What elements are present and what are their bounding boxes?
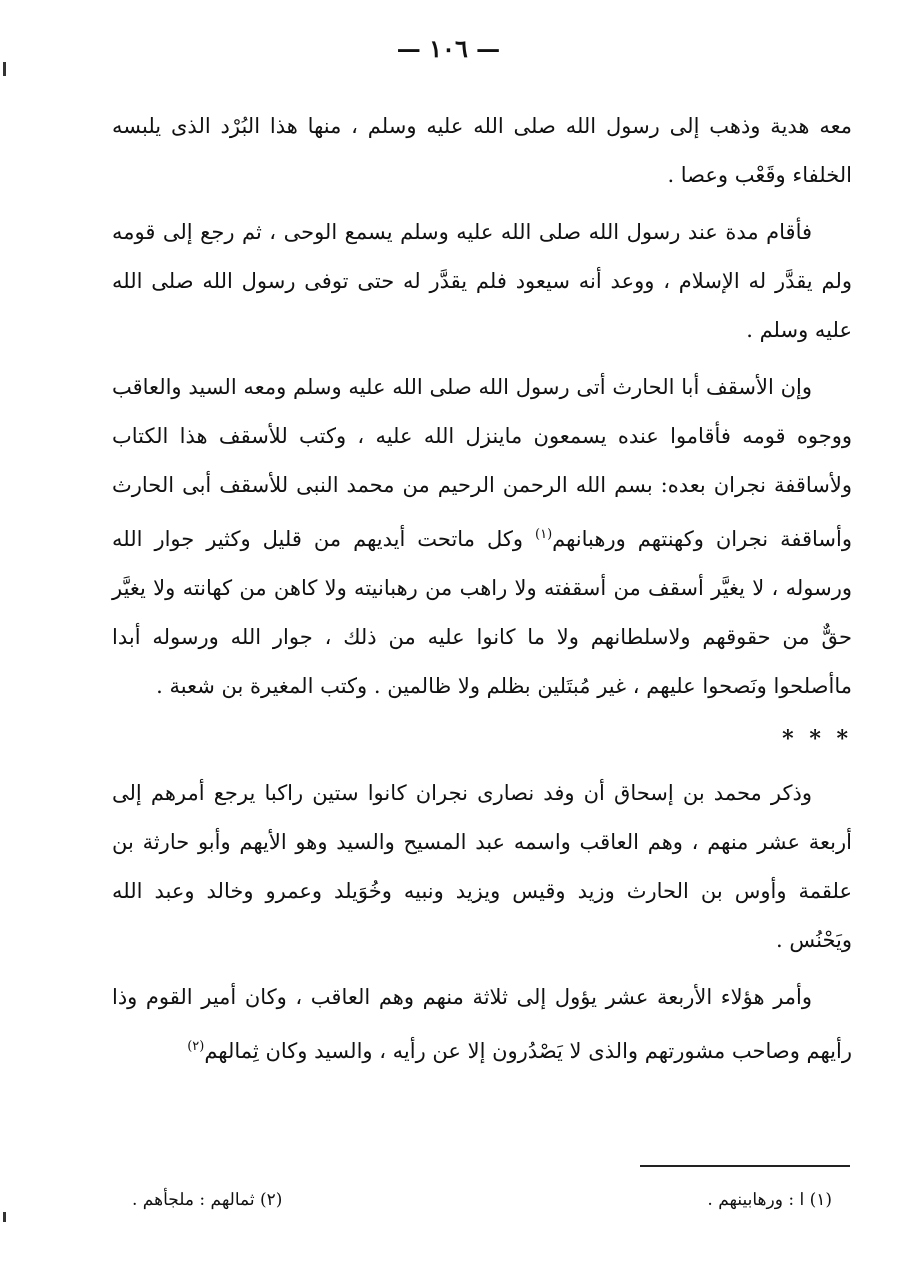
footnotes [112,1190,852,1210]
scan-edge-mark [3,1212,6,1222]
footnote-ref-1: (١) [535,527,553,542]
footnote-ref-2: (٢) [187,1039,205,1054]
paragraph-2: فأقام مدة عند رسول الله صلى الله عليه وسلم يسمع الوحى ، ثم رجع إلى قومه ولم يقدَّر له الإسلام ، ووعد أنه سيعود فلم يقدَّر له حتى توفى رسول الله صلى الله عليه وسلم . [112,220,852,342]
scan-edge-mark [3,62,6,76]
page-number: — ١٠٦ — [396,34,501,63]
paragraph-4: وذكر محمد بن إسحاق أن وفد نصارى نجران كانوا ستين راكبا يرجع أمرهم إلى أربعة عشر منهم ، وهم العاقب واسمه عبد المسيح والسيد وهو الأيهم وأبو حارثة بن علقمة وأوس بن الحارث وزيد وقيس ويزيد ونبيه وخُوَيلد وعمرو وخالد وعبد الله ويَحْنُس . [112,781,852,952]
body-text [112,102,852,1084]
footnote-1: (١) ا : ورهابينهم . [707,1190,832,1210]
paragraph-5: وأمر هؤلاء الأربعة عشر يؤول إلى ثلاثة منهم وهم العاقب ، وكان أمير القوم وذا رأيهم وصاحب مشورتهم والذى لا يَصْدُرون إلا عن رأيه ، والسيد وكان ثِمالهم$^{(٢)}$ [112,985,852,1063]
paragraph-1: معه هدية وذهب إلى رسول الله صلى الله عليه وسلم ، منها هذا البُرْد الذى يلبسه الخلفاء وقَعْب وعصا . [112,114,852,187]
section-separator: * * * [782,726,852,752]
paragraph-3: وإن الأسقف أبا الحارث أتى رسول الله صلى الله عليه وسلم ومعه السيد والعاقب ووجوه قومه فأقاموا عنده يسمعون ماينزل الله عليه ، وكتب للأسقف هذا الكتاب ولأساقفة نجران بعده: بسم الله الرحمن الرحيم من محمد النبى للأسقف أبى الحارث وأساقفة نجران وكهنتهم ورهبانهم$^{(١)}$ وكل ماتحت أيديهم من قليل وكثير جوار الله ورسوله ، لا يغيَّر أسقف من أسقفته ولا راهب من رهبانيته ولا كاهن من كهانته ولا يغيَّر حقٌّ من حقوقهم ولاسلطانهم ولا ما كانوا عليه من ذلك ، جوار الله ورسوله أبدا ماأصلحوا ونَصحوا عليهم ، غير مُبتَلين بظلم ولا ظالمين . وكتب المغيرة بن شعبة . [112,375,852,698]
footnote-2: (٢) ثمالهم : ملجأهم . [132,1190,283,1210]
footnote-divider [640,1165,850,1167]
